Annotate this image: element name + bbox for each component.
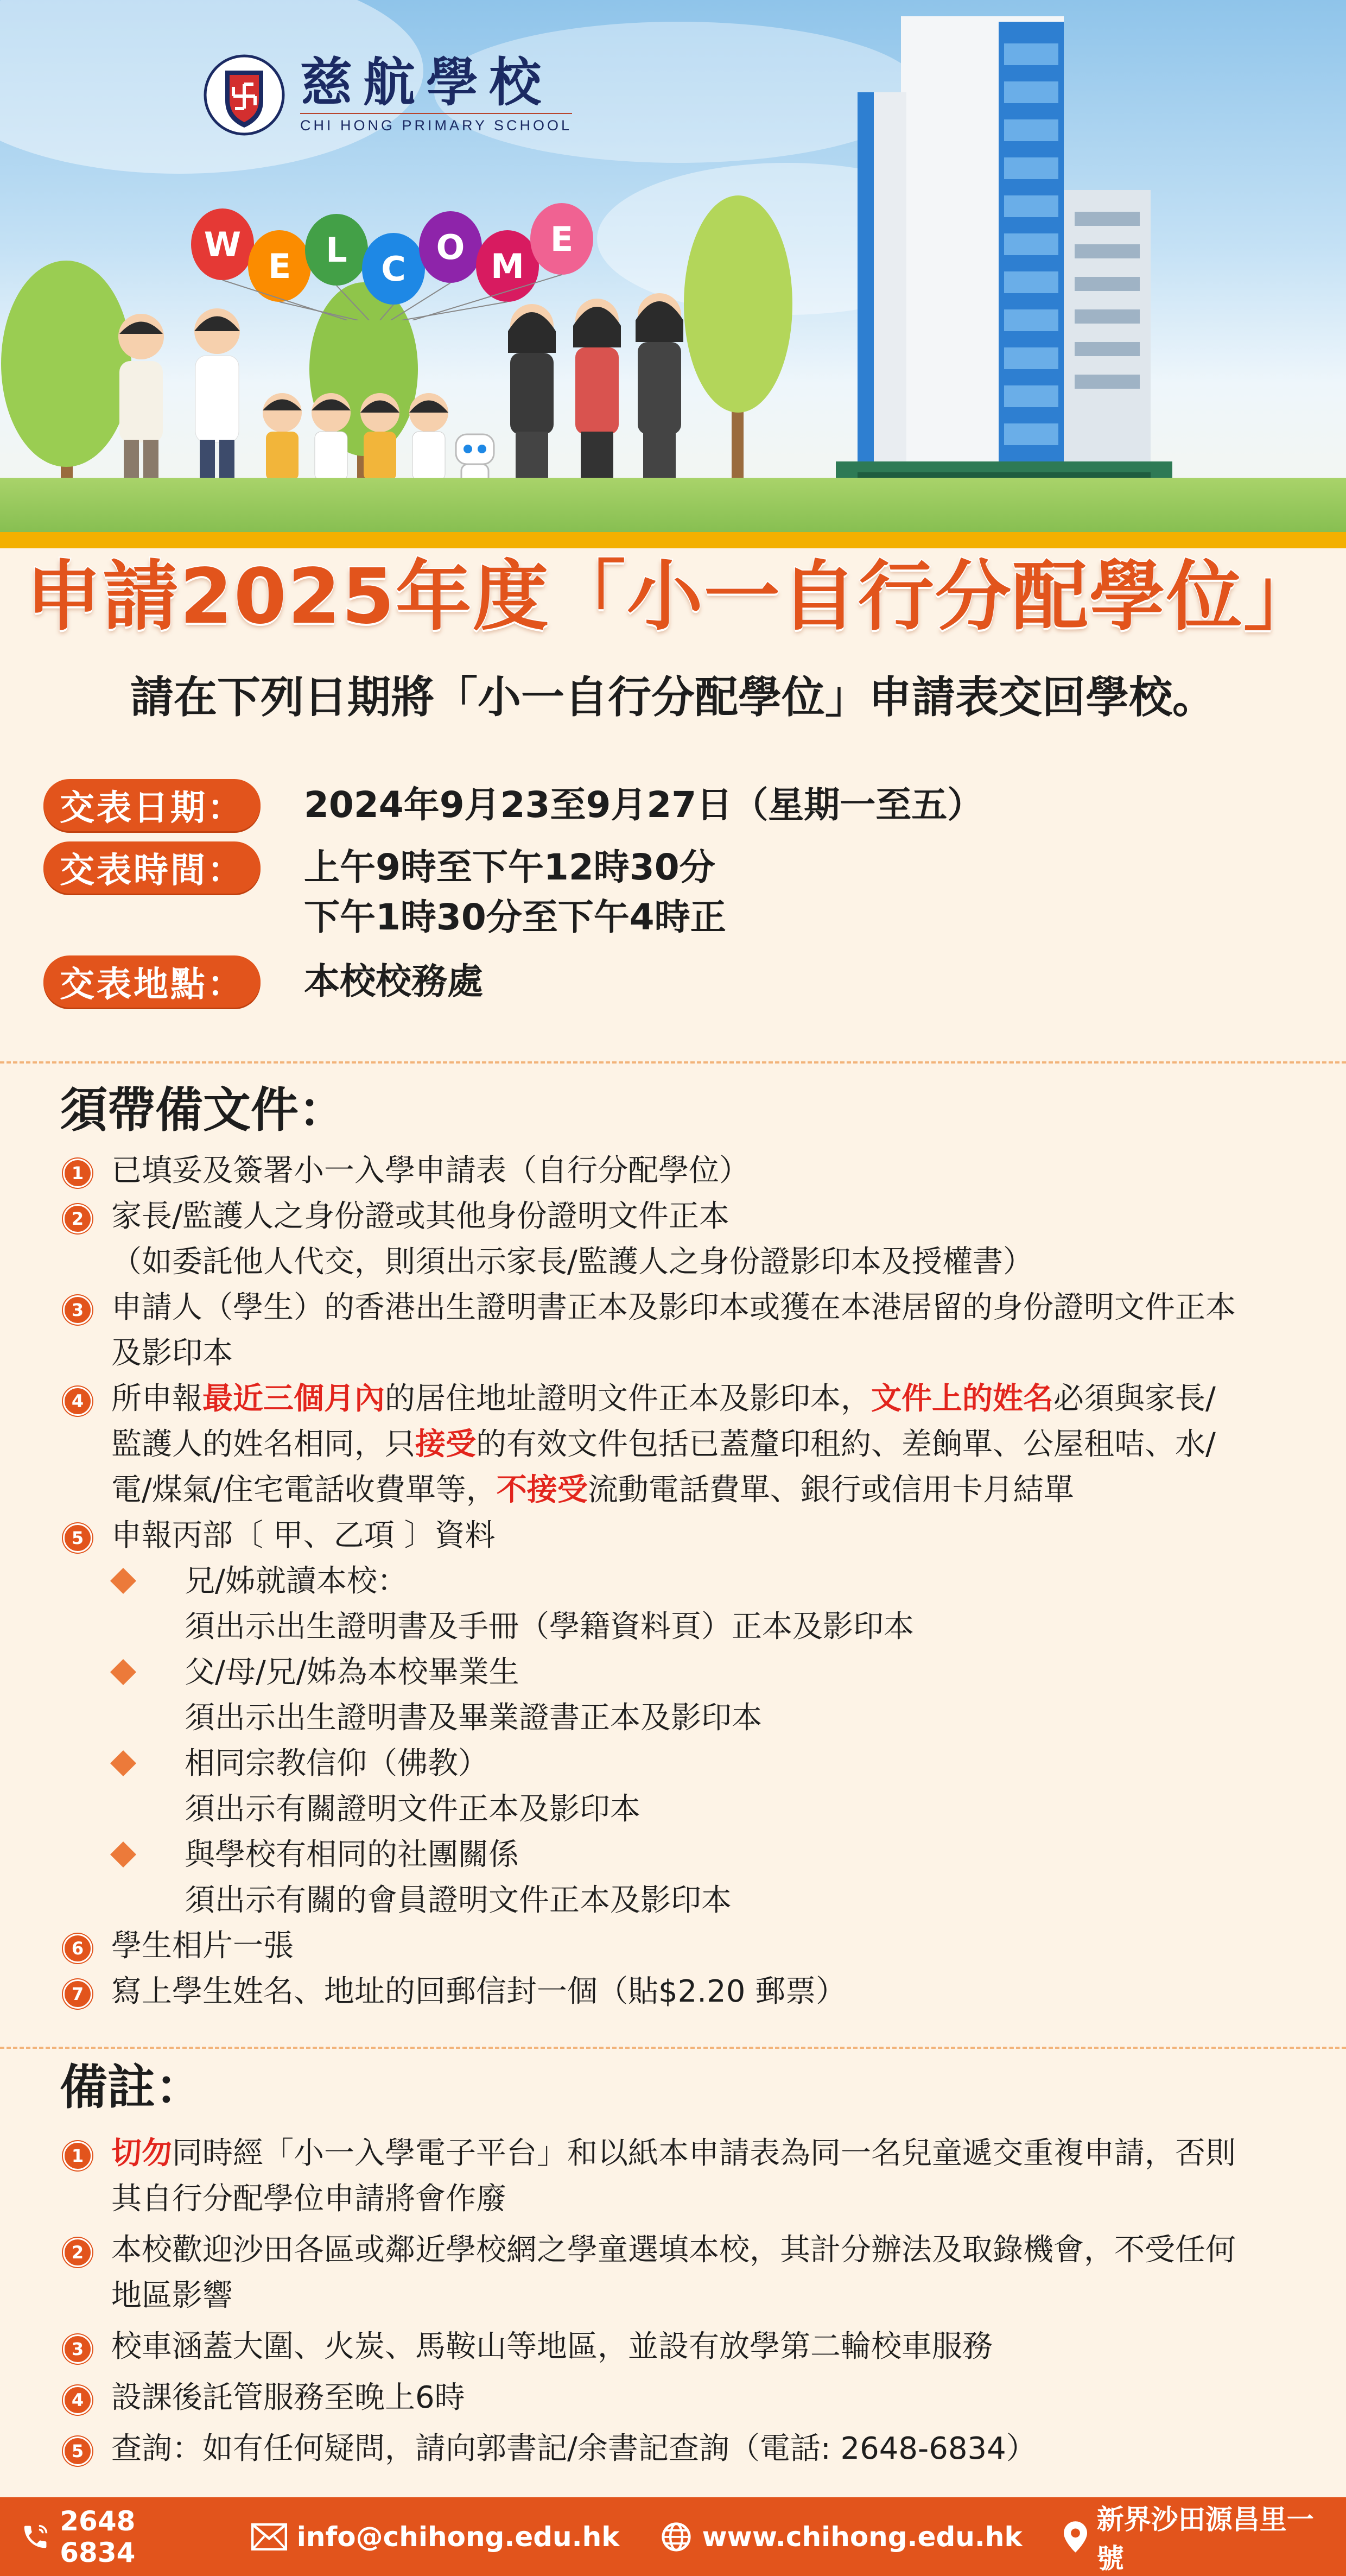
location-pin-icon bbox=[1064, 2520, 1087, 2554]
list-item: 3 申請人（學生）的香港出生證明書正本及影印本或獲在本港居留的身份證明文件正本 及影印本 bbox=[60, 1285, 1308, 1376]
info-value: 本校校務處 bbox=[304, 960, 483, 1002]
school-name-en: CHI HONG PRIMARY SCHOOL bbox=[300, 113, 572, 134]
list-item: 4 設課後託管服務至晚上6時 bbox=[60, 2375, 1308, 2421]
info-submission-place bbox=[43, 955, 483, 1008]
info-value: 上午9時至下午12時30分 bbox=[304, 846, 715, 888]
remarks-heading: 備註： bbox=[60, 2059, 204, 2115]
page-title: 申請2025年度「小一自行分配學位」 bbox=[26, 553, 1320, 641]
footer-email[interactable] bbox=[251, 2521, 620, 2553]
diamond-bullet-icon bbox=[110, 1841, 136, 1868]
info-value: 下午1時30分至下午4時正 bbox=[304, 896, 726, 938]
list-item: 5 申報丙部〔 甲、乙項 〕資料 bbox=[60, 1513, 1308, 1559]
school-building-illustration bbox=[836, 16, 1172, 532]
svg-text:W: W bbox=[204, 225, 242, 264]
info-label: 交表時間： bbox=[43, 841, 261, 894]
list-item: 1 已填妥及簽署小一入學申請表（自行分配學位） bbox=[60, 1148, 1308, 1194]
school-name-zh: 慈航學校 bbox=[300, 51, 552, 113]
info-submission-date bbox=[43, 779, 983, 831]
footer-address bbox=[1064, 2498, 1325, 2576]
list-item: 7 寫上學生姓名、地址的回郵信封一個（貼$2.20 郵票） bbox=[60, 1969, 1308, 2015]
svg-text:L: L bbox=[326, 230, 347, 270]
footer-website-text: www.chihong.edu.hk bbox=[702, 2521, 1023, 2553]
school-crest-icon bbox=[204, 54, 285, 136]
school-logo bbox=[204, 51, 573, 136]
svg-text:M: M bbox=[491, 246, 524, 286]
list-item: 2 家長/監護人之身份證或其他身份證明文件正本 （如委託他人代交，則須出示家長/監護人之身份證影印本及授權書） bbox=[60, 1194, 1308, 1285]
divider bbox=[0, 1061, 1346, 1064]
sub-item: 與學校有相同的社團關係 須出示有關的會員證明文件正本及影印本 bbox=[60, 1832, 1308, 1923]
svg-text:E: E bbox=[550, 219, 574, 259]
info-label: 交表日期： bbox=[43, 779, 261, 831]
list-item: 3 校車涵蓋大圍、火炭、馬鞍山等地區，並設有放學第二輪校車服務 bbox=[60, 2324, 1308, 2370]
footer-phone[interactable] bbox=[21, 2505, 210, 2568]
info-value: 2024年9月23至9月27日（星期一至五） bbox=[304, 784, 983, 826]
diamond-bullet-icon bbox=[110, 1750, 136, 1776]
footer-phone-text: 2648 6834 bbox=[60, 2505, 136, 2568]
page-subtitle: 請在下列日期將「小一自行分配學位」申請表交回學校。 bbox=[130, 672, 1216, 723]
list-item: 6 學生相片一張 bbox=[60, 1923, 1308, 1969]
tree-illustration bbox=[678, 195, 798, 489]
hero-banner bbox=[0, 0, 1346, 548]
info-submission-time bbox=[43, 841, 726, 942]
diamond-bullet-icon bbox=[110, 1659, 136, 1685]
list-item: 5 查詢：如有任何疑問，請向郭書記/余書記查詢（電話: 2648-6834） bbox=[60, 2426, 1308, 2472]
yellow-band bbox=[0, 532, 1346, 548]
contact-footer bbox=[0, 2497, 1346, 2576]
sub-item: 相同宗教信仰（佛教） 須出示有關證明文件正本及影印本 bbox=[60, 1741, 1308, 1832]
remarks-list bbox=[60, 2131, 1308, 2472]
svg-text:C: C bbox=[381, 249, 406, 289]
diamond-bullet-icon bbox=[110, 1568, 136, 1594]
info-label: 交表地點： bbox=[43, 955, 261, 1008]
list-item: 4 所申報最近三個月內的居住地址證明文件正本及影印本，文件上的姓名必須與家長/ 監護人的姓名相同，只接受的有效文件包括已蓋釐印租約、差餉單、公屋租咭、水/ 電/煤氣/住宅電話收費單等，不接受流動電話費單、銀行或信用卡月結單 bbox=[60, 1376, 1308, 1513]
svg-text:O: O bbox=[436, 227, 465, 267]
globe-icon bbox=[661, 2521, 692, 2553]
footer-email-text: info@chihong.edu.hk bbox=[296, 2521, 620, 2553]
list-item: 2 本校歡迎沙田各區或鄰近學校網之學童選填本校，其計分辦法及取錄機會，不受任何 地區影響 bbox=[60, 2227, 1308, 2319]
footer-website[interactable] bbox=[661, 2521, 1022, 2553]
mail-icon bbox=[251, 2523, 287, 2550]
sub-item: 兄/姊就讀本校： 須出示出生證明書及手冊（學籍資料頁）正本及影印本 bbox=[60, 1559, 1308, 1650]
documents-heading: 須帶備文件： bbox=[60, 1082, 347, 1138]
phone-icon bbox=[21, 2521, 50, 2553]
divider bbox=[0, 2047, 1346, 2049]
footer-address-text: 新界沙田源昌里一號 bbox=[1096, 2503, 1314, 2574]
list-item: 1 切勿同時經「小一入學電子平台」和以紙本申請表為同一名兒童遞交重複申請，否則 其自行分配學位申請將會作廢 bbox=[60, 2131, 1308, 2222]
sub-item: 父/母/兄/姊為本校畢業生 須出示出生證明書及畢業證書正本及影印本 bbox=[60, 1650, 1308, 1741]
documents-list bbox=[60, 1148, 1308, 2015]
svg-text:E: E bbox=[268, 246, 291, 286]
